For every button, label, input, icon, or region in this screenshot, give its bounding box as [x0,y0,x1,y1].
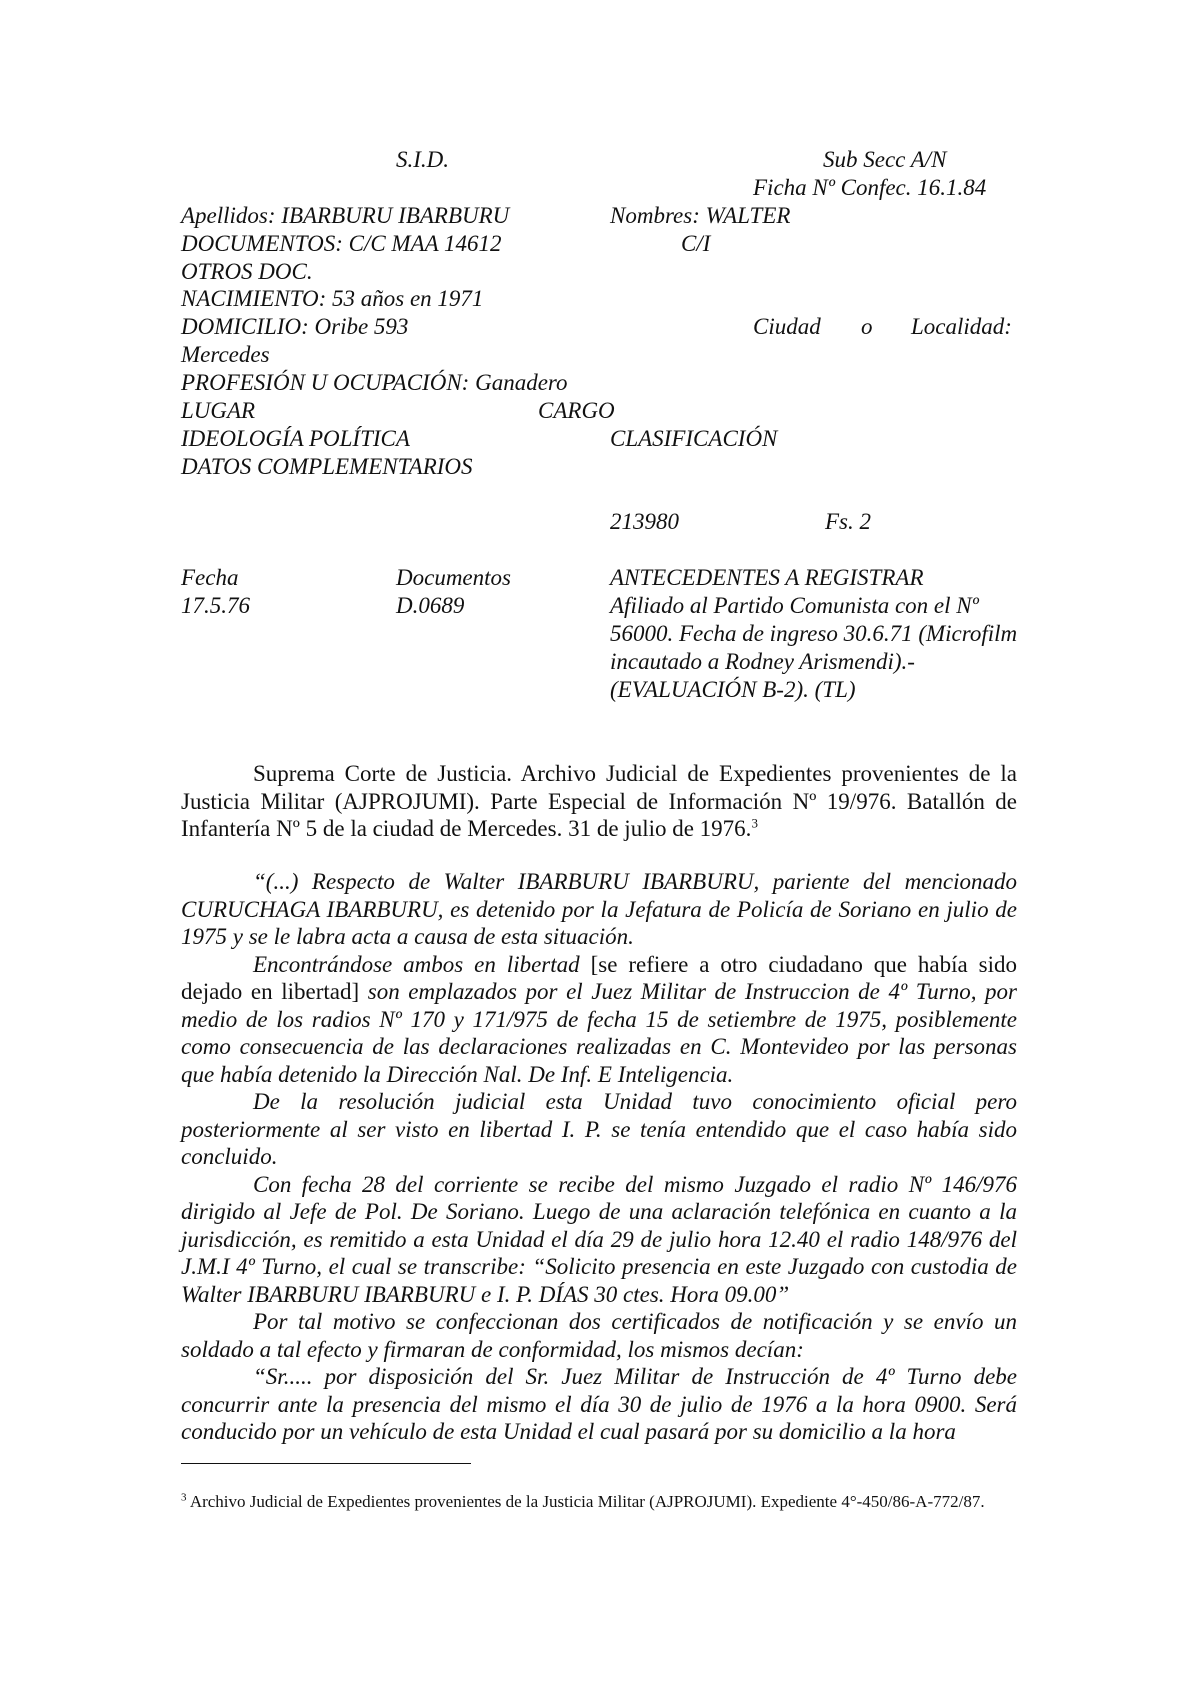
quote-paragraph-5: Por tal motivo se confeccionan dos certificados de notificación y se envío un soldado a tal efecto y firmaran de conformidad, los mismos decían: [181,1309,1017,1362]
nacimiento-field: NACIMIENTO: 53 años en 1971 [181,286,484,311]
datos-complementarios-field: DATOS COMPLEMENTARIOS [181,454,473,479]
column-header-antecedentes: ANTECEDENTES A REGISTRAR [610,565,924,590]
sub-secc-label: Sub Secc A/N [823,147,947,172]
ci-field: C/I [681,231,711,256]
localidad-label: Localidad: [911,314,1012,339]
nombres-field: Nombres: WALTER [610,203,791,228]
domicilio-field: DOMICILIO: Oribe 593 [181,314,409,339]
profesion-field: PROFESIÓN U OCUPACIÓN: Ganadero [181,370,568,395]
source-paragraph-text: Suprema Corte de Justicia. Archivo Judicial de Expedientes provenientes de la Justicia Militar (AJPROJUMI). Parte Especial de Información Nº 19/976. Batallón de Infantería Nº 5 de la ciudad de Mercedes. 31 de julio de 1976. [181,761,1017,841]
lugar-field: LUGAR [181,398,256,423]
footnote-reference: 3 [751,815,758,831]
quote-paragraph-1: “(...) Respecto de Walter IBARBURU IBARBURU, pariente del mencionado CURUCHAGA IBARBURU, es detenido por la Jefatura de Policía de Soriano en julio de 1975 y se le labra acta a causa de esta situación. [181,869,1017,949]
footnote-number: 3 [181,1491,187,1504]
footnote [181,1490,1017,1513]
ciudad-o-label: o [861,314,873,339]
footnote-separator [181,1463,471,1464]
column-header-fecha: Fecha [181,565,239,590]
clasificacion-field: CLASIFICACIÓN [610,426,778,451]
ideologia-field: IDEOLOGÍA POLÍTICA [181,426,410,451]
footnote-text: Archivo Judicial de Expedientes provenientes de la Justicia Militar (AJPROJUMI). Expediente 4°-450/86-A-772/87. [189,1492,985,1511]
file-number: 213980 [610,509,679,534]
ciudad-value: Mercedes [181,342,270,367]
column-header-documentos: Documentos [396,565,511,590]
row-documento: D.0689 [396,593,465,618]
folio-label: Fs. 2 [825,509,871,534]
ficha-number: Ficha Nº Confec. 16.1.84 [753,175,987,200]
ciudad-label: Ciudad [753,314,821,339]
apellidos-field: Apellidos: IBARBURU IBARBURU [181,203,510,228]
quote-paragraph-4: Con fecha 28 del corriente se recibe del mismo Juzgado el radio Nº 146/976 dirigido al Jefe de Pol. De Soriano. Luego de una aclaración telefónica en cuanto a la jurisdicción, es remitido a esta Unidad el día 29 de julio hora 12.40 el radio 148/976 del J.M.I 4º Turno, el cual se transcribe: “Solicito presencia en este Juzgado con custodia de Walter IBARBURU IBARBURU e I. P. DÍAS 30 ctes. Hora 09.00” [181,1171,1017,1307]
otros-doc-field: OTROS DOC. [181,259,313,284]
sid-label: S.I.D. [396,147,450,172]
quote-p2-start: Encontrándose ambos en libertad [253,951,580,977]
quote-paragraph-3: De la resolución judicial esta Unidad tuvo conocimiento oficial pero posteriormente al ser visto en libertad I. P. se tenía entendido que el caso había sido concluido. [181,1089,1017,1169]
quote-paragraph-6: “Sr..... por disposición del Sr. Juez Militar de Instrucción de 4º Turno debe concurrir ante la presencia del mismo el día 30 de julio de 1976 a la hora 0900. Será conducido por un vehículo de esta Unidad el cual pasará por su domicilio a la hora [181,1364,1017,1444]
editorial-note: [se refiere a otro ciudadano que había sido dejado en libertad] [181,951,1018,1004]
row-fecha: 17.5.76 [181,593,250,618]
documentos-field: DOCUMENTOS: C/C MAA 14612 [181,231,502,256]
source-paragraph [181,760,1017,843]
row-antecedente: Afiliado al Partido Comunista con el Nº 56000. Fecha de ingreso 30.6.71 (Microfilm incautado a Rodney Arismendi).- (EVALUACIÓN B-2). (TL) [610,593,1018,702]
cargo-field: CARGO [538,398,615,423]
quote-block [181,868,1017,1446]
quote-p2-end: son emplazados por el Juez Militar de Instruccion de 4º Turno, por medio de los radios Nº 170 y 171/975 de fecha 15 de setiembre de 1975, posiblemente como consecuencia de las declaraciones realizadas en C. Montevideo por las personas que había detenido la Dirección Nal. De Inf. E Inteligencia. [181,979,1018,1087]
quote-paragraph-2 [181,951,1017,1089]
